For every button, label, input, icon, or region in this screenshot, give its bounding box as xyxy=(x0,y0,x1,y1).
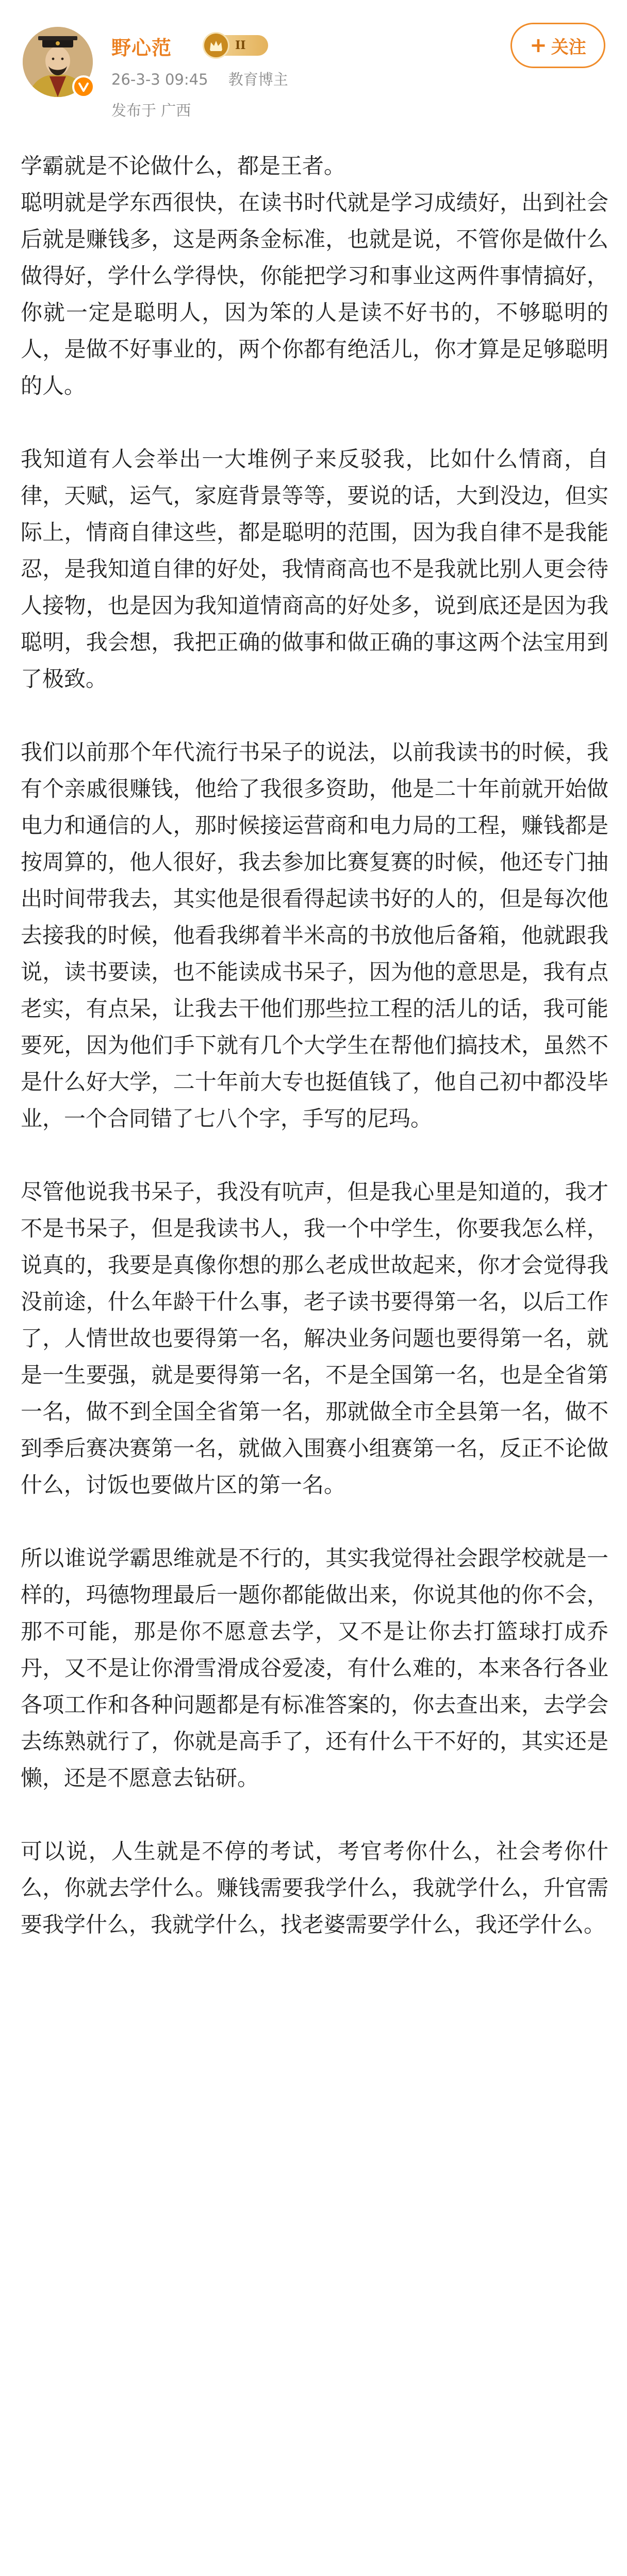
post-header xyxy=(0,0,627,139)
paragraph: 可以说，人生就是不停的考试，考官考你什么，社会考你什么，你就去学什么。赚钱需要我学什么，我就学什么，升官需要我学什么，我就学什么，找老婆需要学什么，我还学什么。 xyxy=(21,1839,608,1937)
post-meta xyxy=(111,68,304,89)
verified-v-icon xyxy=(72,75,95,98)
level-text: II xyxy=(235,39,246,52)
post-date: 26-3-3 09:45 xyxy=(111,71,208,88)
crown-icon xyxy=(204,34,228,57)
author-avatar[interactable] xyxy=(23,27,93,97)
paragraph: 我知道有人会举出一大堆例子来反驳我，比如什么情商，自律，天赋，运气，家庭背景等等，要说的话，大到没边，但实际上，情商自律这些，都是聪明的范围，因为我自律不是我能忍，是我知道自律的好处，我情商高也不是我就比别人更会待人接物，也是因为我知道情商高的好处多，说到底还是因为我聪明，我会想，我把正确的做事和做正确的事这两个法宝用到了极致。 xyxy=(21,446,608,691)
user-level-badge[interactable] xyxy=(206,35,268,56)
post-content xyxy=(21,148,608,1943)
paragraph: 我们以前那个年代流行书呆子的说法，以前我读书的时候，我有个亲戚很赚钱，他给了我很多资助，他是二十年前就开始做电力和通信的人，那时候接运营商和电力局的工程，赚钱都是按周算的，他人很好，我去参加比赛复赛的时候，他还专门抽出时间带我去，其实他是很看得起读书好的人的，但是每次他去接我的时候，他看我绑着半米高的书放他后备箱，他就跟我说，读书要读，也不能读成书呆子，因为他的意思是，我有点老实，有点呆，让我去干他们那些拉工程的活儿的话，我可能要死，因为他们手下就有几个大学生在帮他们搞技术，虽然不是什么好大学，二十年前大专也挺值钱了，他自己初中都没毕业，一个合同错了七八个字，手写的尼玛。 xyxy=(21,739,608,1131)
author-tag: 教育博主 xyxy=(228,71,288,88)
author-name[interactable]: 野心范 xyxy=(111,37,172,59)
plus-icon: + xyxy=(530,34,547,57)
follow-label: 关注 xyxy=(551,37,586,58)
follow-button[interactable] xyxy=(510,23,605,68)
post-location: 发布于 广西 xyxy=(111,102,191,119)
paragraph: 学霸就是不论做什么，都是王者。 xyxy=(21,153,346,179)
paragraph: 尽管他说我书呆子，我没有吭声，但是我心里是知道的，我才不是书呆子，但是我读书人，我一个中学生，你要我怎么样，说真的，我要是真像你想的那么老成世故起来，你才会觉得我没前途，什么年龄干什么事，老子读书要得第一名，以后工作了，人情世故也要得第一名，解决业务问题也要得第一名，就是一生要强，就是要得第一名，不是全国第一名，也是全省第一名，做不到全国全省第一名，那就做全市全县第一名，做不到季后赛决赛第一名，就做入围赛小组赛第一名，反正不论做什么，讨饭也要做片区的第一名。 xyxy=(21,1179,608,1498)
paragraph: 所以谁说学霸思维就是不行的，其实我觉得社会跟学校就是一样的，玛德物理最后一题你都能做出来，你说其他的你不会，那不可能，那是你不愿意去学，又不是让你去打篮球打成乔丹，又不是让你滑雪滑成谷爱凌，有什么难的，本来各行各业各项工作和各种问题都是有标准答案的，你去查出来，去学会去练熟就行了，你就是高手了，还有什么干不好的，其实还是懒，还是不愿意去钻研。 xyxy=(21,1545,608,1791)
paragraph: 聪明就是学东西很快，在读书时代就是学习成绩好，出到社会后就是赚钱多，这是两条金标准，也就是说，不管你是做什么做得好，学什么学得快，你能把学习和事业这两件事情搞好，你就一定是聪明人，因为笨的人是读不好书的，不够聪明的人，是做不好事业的，两个你都有绝活儿，你才算是足够聪明的人。 xyxy=(21,190,608,398)
